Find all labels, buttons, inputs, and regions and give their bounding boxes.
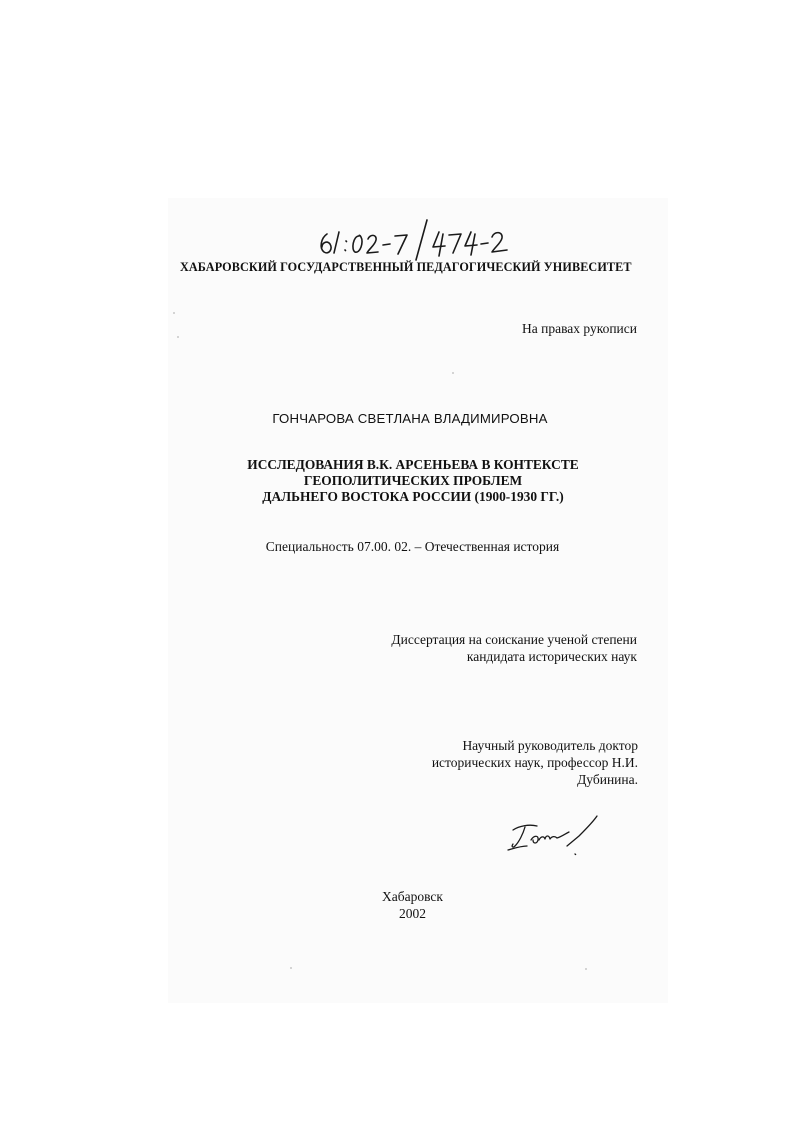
supervisor-line-2: исторических наук, профессор Н.И.	[431, 755, 638, 770]
title-line-2: ГЕОПОЛИТИЧЕСКИХ ПРОБЛЕМ	[303, 473, 523, 488]
scan-speck	[173, 312, 175, 314]
scanned-page-area	[168, 198, 668, 1003]
degree-line-2: кандидата исторических наук	[466, 649, 637, 664]
supervisor-line-1: Научный руководитель доктор	[462, 738, 638, 753]
scientific-supervisor	[410, 737, 638, 788]
dissertation-title	[210, 457, 616, 505]
city: Хабаровск	[382, 889, 443, 904]
scan-speck	[290, 967, 292, 969]
university-name: ХАБАРОВСКИЙ ГОСУДАРСТВЕННЫЙ ПЕДАГОГИЧЕСКИЙ УНИВЕСИТЕТ	[180, 260, 632, 274]
handwritten-signature	[505, 810, 605, 865]
scan-speck	[452, 372, 454, 374]
year: 2002	[399, 906, 426, 921]
scan-speck	[177, 336, 179, 338]
degree-statement	[380, 631, 637, 665]
author-name: ГОНЧАРОВА СВЕТЛАНА ВЛАДИМИРОВНА	[272, 411, 548, 426]
city-and-year	[360, 888, 465, 922]
title-line-3: ДАЛЬНЕГО ВОСТОКА РОССИИ (1900-1930 ГГ.)	[262, 489, 564, 504]
handwritten-archive-code	[315, 212, 510, 262]
scan-speck	[585, 968, 587, 970]
manuscript-rights-note: На правах рукописи	[521, 321, 637, 336]
supervisor-line-3: Дубинина.	[577, 772, 638, 787]
title-line-1: ИССЛЕДОВАНИЯ В.К. АРСЕНЬЕВА В КОНТЕКСТЕ	[247, 457, 579, 472]
degree-line-1: Диссертация на соискание ученой степени	[391, 632, 637, 647]
specialty-line: Специальность 07.00. 02. – Отечественная история	[265, 539, 560, 554]
